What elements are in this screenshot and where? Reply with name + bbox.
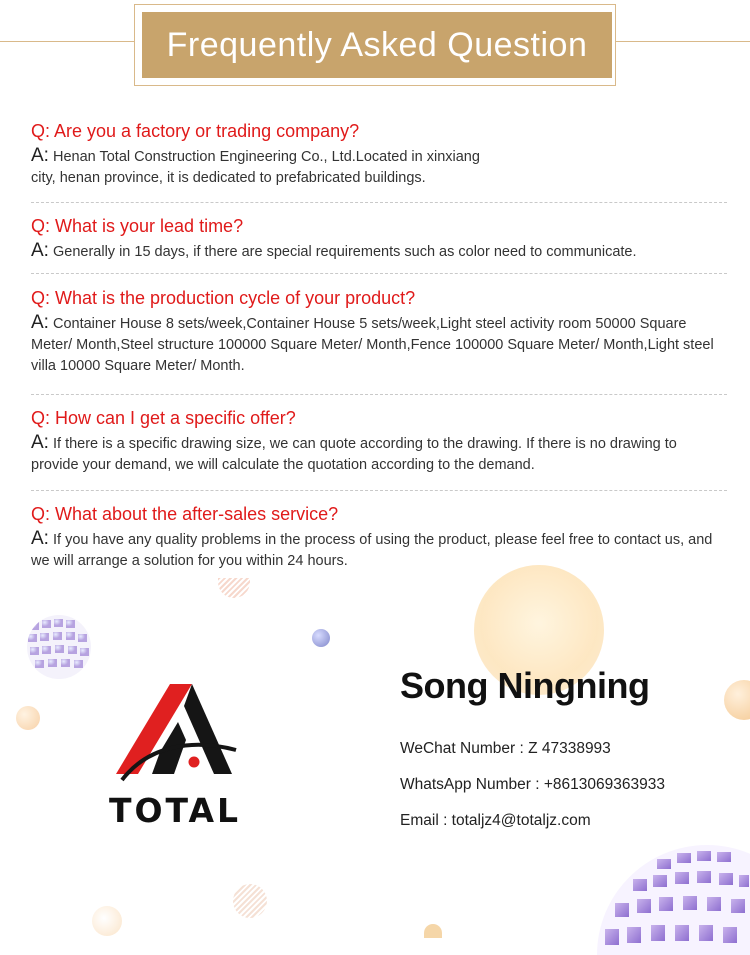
- faq-item-4: [31, 407, 727, 476]
- faq-answer: [31, 145, 481, 189]
- answer-label: A:: [31, 528, 49, 549]
- faq-item-1: [31, 120, 727, 189]
- striped-halfcircle-decoration: [218, 578, 250, 598]
- faq-question: Q: What about the after-sales service?: [31, 504, 339, 524]
- faq-answer: [31, 528, 727, 572]
- contact-whatsapp: WhatsApp Number : +8613069363933: [400, 776, 665, 793]
- faq-divider: [31, 394, 727, 395]
- mosaic-sphere-decoration: [26, 614, 92, 680]
- answer-label: A:: [31, 240, 49, 261]
- faq-item-5: [31, 503, 727, 572]
- striped-circle-decoration: [233, 884, 267, 918]
- contact-wechat: WeChat Number : Z 47338993: [400, 740, 611, 757]
- answer-text: Generally in 15 days, if there are special requirements such as color need to communicate.: [52, 244, 637, 260]
- faq-divider: [31, 273, 727, 274]
- page-title: Frequently Asked Question: [142, 12, 612, 78]
- contact-name: Song Ningning: [400, 665, 650, 706]
- faq-item-3: [31, 287, 727, 377]
- logo-text: TOTAL: [108, 791, 242, 830]
- faq-question: Q: What is the production cycle of your product?: [31, 288, 416, 308]
- answer-text: Container House 8 sets/week,Container House 5 sets/week,Light steel activity room 50000 Square Meter/ Month,Steel structure 100000 Square Meter/ Month,Fence 100000 Square Meter/ Month,Light steel villa 10000 Square Meter/ Month.: [31, 316, 714, 374]
- faq-item-2: [31, 215, 727, 263]
- answer-text: Henan Total Construction Engineering Co., Ltd.Located in xinxiang city, henan province, it is dedicated to prefabricated buildings.: [31, 149, 480, 186]
- small-glow-decoration: [92, 906, 122, 936]
- large-mosaic-sphere-decoration: [597, 845, 750, 955]
- total-logo: [108, 682, 243, 832]
- answer-text: If you have any quality problems in the process of using the product, please feel free to contact us, and we will arrange a solution for you within 24 hours.: [31, 532, 713, 569]
- faq-answer: [31, 432, 727, 476]
- answer-label: A:: [31, 432, 49, 453]
- faq-answer: [31, 312, 727, 377]
- faq-answer: [31, 240, 727, 263]
- faq-question: Q: How can I get a specific offer?: [31, 408, 296, 428]
- peach-sphere-decoration: [16, 706, 40, 730]
- faq-question: Q: What is your lead time?: [31, 216, 244, 236]
- answer-text: If there is a specific drawing size, we can quote according to the drawing. If there is no drawing to provide your demand, we will calculate the quotation according to the demand.: [31, 436, 677, 473]
- faq-divider: [31, 202, 727, 203]
- answer-label: A:: [31, 145, 49, 166]
- logo-red-dot: [189, 757, 200, 768]
- blue-sphere-decoration: [312, 629, 330, 647]
- orange-sphere-decoration: [724, 680, 750, 720]
- contact-card: [400, 665, 665, 829]
- faq-question: Q: Are you a factory or trading company?: [31, 121, 360, 141]
- answer-label: A:: [31, 312, 49, 333]
- faq-divider: [31, 490, 727, 491]
- contact-email: Email : totaljz4@totaljz.com: [400, 812, 591, 829]
- bottom-dot-decoration: [424, 924, 442, 938]
